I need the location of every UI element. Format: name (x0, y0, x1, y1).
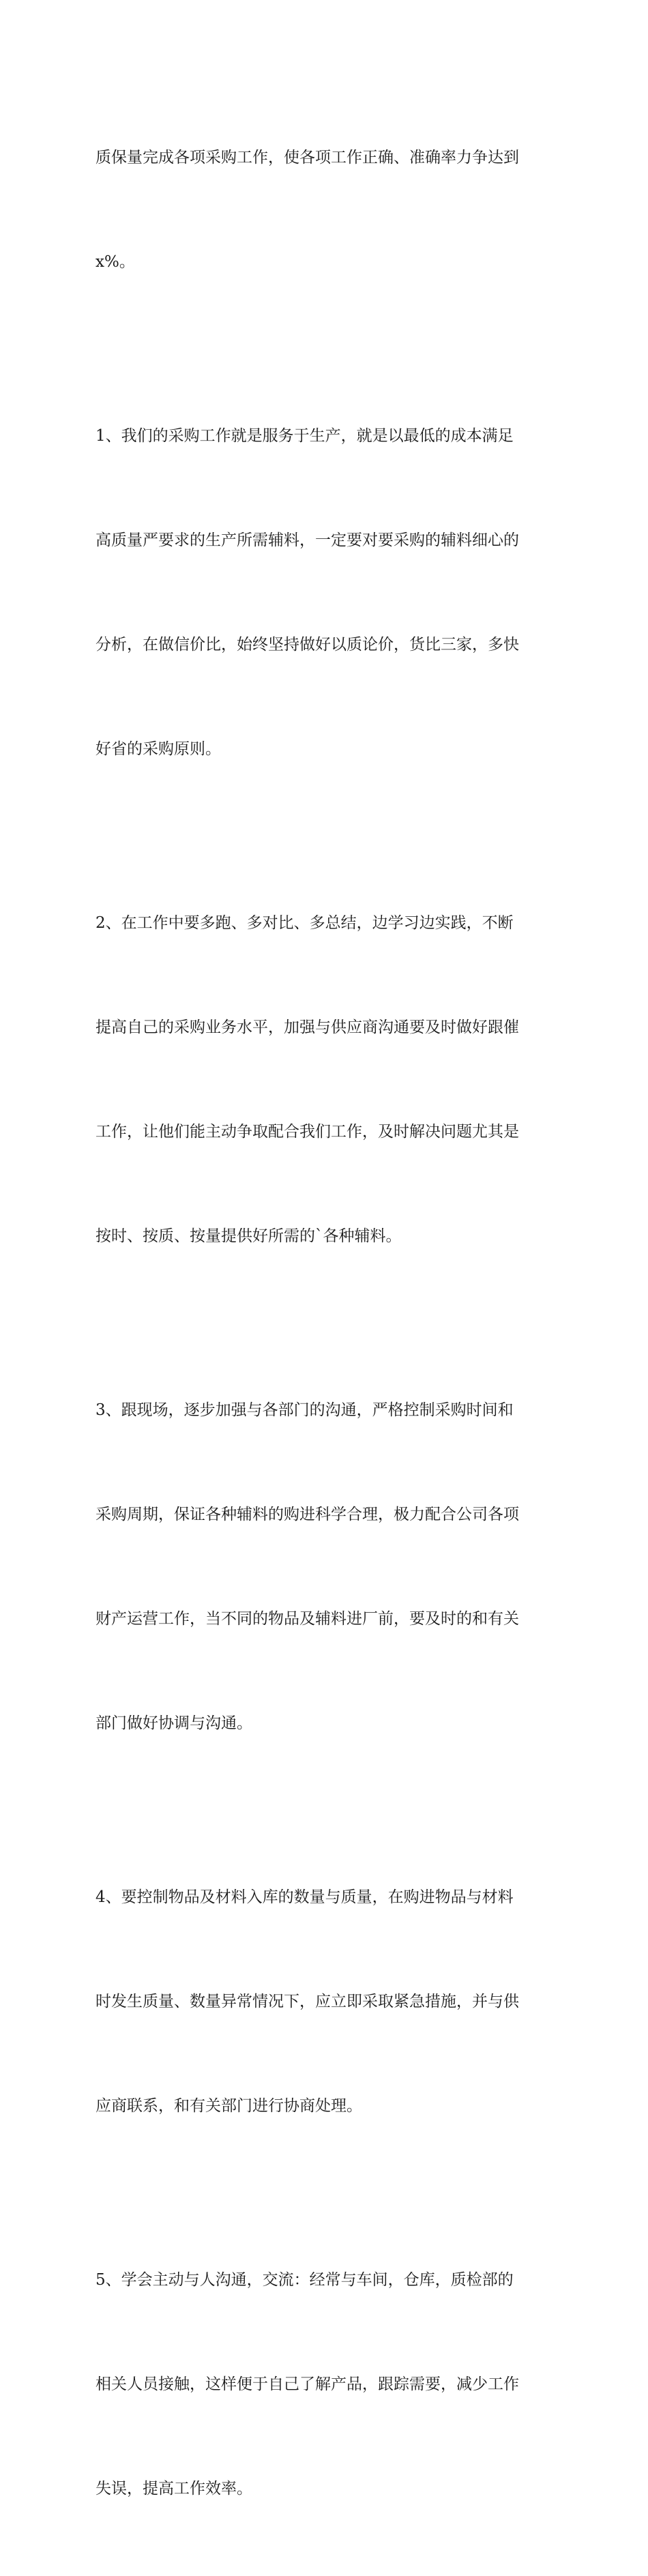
text-line: 4、要控制物品及材料入库的数量与质量，在购进物品与材料 (95, 1888, 514, 1906)
text-line: x%。 (95, 253, 135, 271)
text-line: 2、在工作中要多跑、多对比、多总结，边学习边实践，不断 (95, 914, 514, 932)
document-page (95, 71, 559, 2576)
text-line: 财产运营工作，当不同的物品及辅料进厂前，要及时的和有关 (95, 1610, 519, 1628)
text-line: 采购周期，保证各种辅料的购进科学合理，极力配合公司各项 (95, 1506, 519, 1523)
paragraph-item-3 (95, 1323, 559, 1811)
paragraph-item-4 (95, 1811, 559, 2193)
text-line: 按时、按质、按量提供好所需的`各种辅料。 (95, 1227, 402, 1245)
paragraph-item-1 (95, 349, 559, 836)
text-line: 相关人员接触，这样便于自己了解产品，跟踪需要，减少工作 (95, 2375, 519, 2393)
paragraph-item-5 (95, 2193, 559, 2576)
text-line: 部门做好协调与沟通。 (95, 1714, 252, 1732)
text-line: 质保量完成各项采购工作，使各项工作正确、准确率力争达到 (95, 149, 519, 166)
text-line: 1、我们的采购工作就是服务于生产，就是以最低的成本满足 (95, 427, 514, 445)
text-line: 工作，让他们能主动争取配合我们工作，及时解决问题尤其是 (95, 1123, 519, 1141)
paragraph-item-2 (95, 836, 559, 1323)
text-line: 高质量严要求的生产所需辅料，一定要对要采购的辅料细心的 (95, 531, 519, 549)
text-line: 时发生质量、数量异常情况下，应立即采取紧急措施，并与供 (95, 1993, 519, 2010)
text-line: 应商联系，和有关部门进行协商处理。 (95, 2097, 362, 2115)
text-line: 提高自己的采购业务水平，加强与供应商沟通要及时做好跟催 (95, 1019, 519, 1036)
text-line: 5、学会主动与人沟通，交流：经常与车间，仓库，质检部的 (95, 2271, 514, 2289)
text-line: 分析，在做信价比，始终坚持做好以质论价，货比三家，多快 (95, 636, 519, 654)
text-line: 好省的采购原则。 (95, 740, 221, 758)
text-line: 失误，提高工作效率。 (95, 2480, 252, 2498)
text-line: 3、跟现场，逐步加强与各部门的沟通，严格控制采购时间和 (95, 1401, 514, 1419)
paragraph-intro-continuation (95, 71, 559, 349)
